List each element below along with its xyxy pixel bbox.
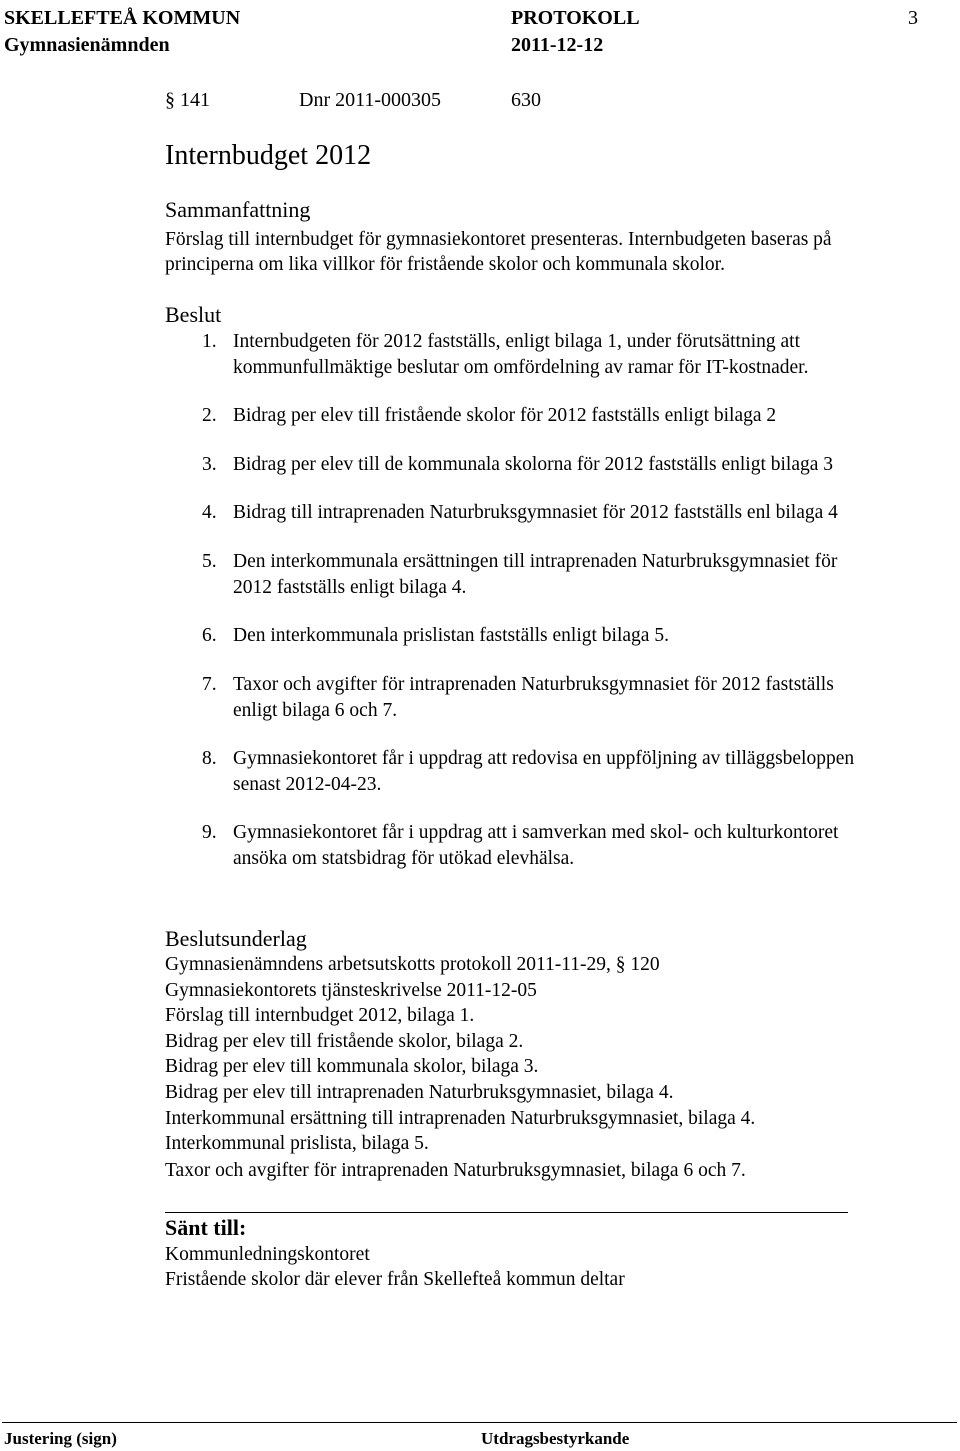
case-section: § 141 [165,89,210,111]
decision-item-number: 2. [202,405,217,426]
decision-item-number: 8. [202,748,217,769]
basis-line: Bidrag per elev till kommunala skolor, bilaga 3. [165,1056,539,1077]
basis-heading: Beslutsunderlag [165,926,307,951]
footer-justering: Justering (sign) [4,1429,117,1448]
basis-line: Interkommunal ersättning till intraprenaden Naturbruksgymnasiet, bilaga 4. [165,1108,756,1129]
decision-item-text: Bidrag per elev till fristående skolor för 2012 fastställs enligt bilaga 2 [233,405,777,426]
section-divider [165,1212,848,1213]
decision-item-text: 2012 fastställs enligt bilaga 4. [233,577,467,598]
decision-item-number: 6. [202,625,217,646]
decision-item-text: Den interkommunala ersättningen till intraprenaden Naturbruksgymnasiet för [233,551,838,572]
decision-heading: Beslut [165,302,222,327]
basis-line: Taxor och avgifter för intraprenaden Naturbruksgymnasiet, bilaga 6 och 7. [165,1160,746,1181]
decision-item-text: Gymnasiekontoret får i uppdrag att i samverkan med skol- och kulturkontoret [233,822,839,843]
header-date: 2011-12-12 [511,34,604,56]
decision-item-text: ansöka om statsbidrag för utökad elevhälsa. [233,848,575,869]
header-org: SKELLEFTEÅ KOMMUN [4,7,241,29]
decision-item-text: Internbudgeten för 2012 fastställs, enligt bilaga 1, under förutsättning att [233,331,800,352]
basis-line: Bidrag per elev till intraprenaden Naturbruksgymnasiet, bilaga 4. [165,1082,674,1103]
decision-item-text: Bidrag till intraprenaden Naturbruksgymnasiet för 2012 fastställs enl bilaga 4 [233,502,838,523]
decision-item-number: 7. [202,674,217,695]
header-doc-type: PROTOKOLL [511,7,640,29]
page-title: Internbudget 2012 [165,140,372,171]
decision-item-text: Bidrag per elev till de kommunala skolorna för 2012 fastställs enligt bilaga 3 [233,454,834,475]
page-number: 3 [908,7,918,29]
decision-item-number: 9. [202,822,217,843]
decision-item-number: 3. [202,454,217,475]
footer-divider [2,1422,957,1423]
basis-line: Gymnasiekontorets tjänsteskrivelse 2011-12-05 [165,980,537,1001]
summary-line: principerna om lika villkor för fristående skolor och kommunala skolor. [165,254,725,275]
sent-to-line: Fristående skolor där elever från Skellefteå kommun deltar [165,1269,625,1290]
basis-line: Förslag till internbudget 2012, bilaga 1. [165,1005,475,1026]
decision-item-text: Den interkommunala prislistan fastställs enligt bilaga 5. [233,625,669,646]
sent-to-heading: Sänt till: [165,1215,247,1240]
summary-line: Förslag till internbudget för gymnasiekontoret presenteras. Internbudgeten baseras på [165,229,832,250]
decision-item-number: 1. [202,331,217,352]
decision-item-number: 5. [202,551,217,572]
header-dept: Gymnasienämnden [4,34,170,56]
decision-item-text: enligt bilaga 6 och 7. [233,700,398,721]
basis-line: Interkommunal prislista, bilaga 5. [165,1133,429,1154]
summary-heading: Sammanfattning [165,197,311,222]
decision-item-text: senast 2012-04-23. [233,774,382,795]
footer-utdragsbestyrkande: Utdragsbestyrkande [481,1429,630,1448]
decision-item-text: kommunfullmäktige beslutar om omfördelning av ramar för IT-kostnader. [233,357,809,378]
decision-item-text: Gymnasiekontoret får i uppdrag att redovisa en uppföljning av tilläggsbeloppen [233,748,855,769]
sent-to-line: Kommunledningskontoret [165,1244,370,1265]
basis-line: Bidrag per elev till fristående skolor, bilaga 2. [165,1031,524,1052]
case-dnr: Dnr 2011-000305 [299,89,442,111]
case-code: 630 [511,89,541,111]
decision-item-number: 4. [202,502,217,523]
basis-line: Gymnasienämndens arbetsutskotts protokoll 2011-11-29, § 120 [165,954,660,975]
decision-item-text: Taxor och avgifter för intraprenaden Naturbruksgymnasiet för 2012 fastställs [233,674,834,695]
